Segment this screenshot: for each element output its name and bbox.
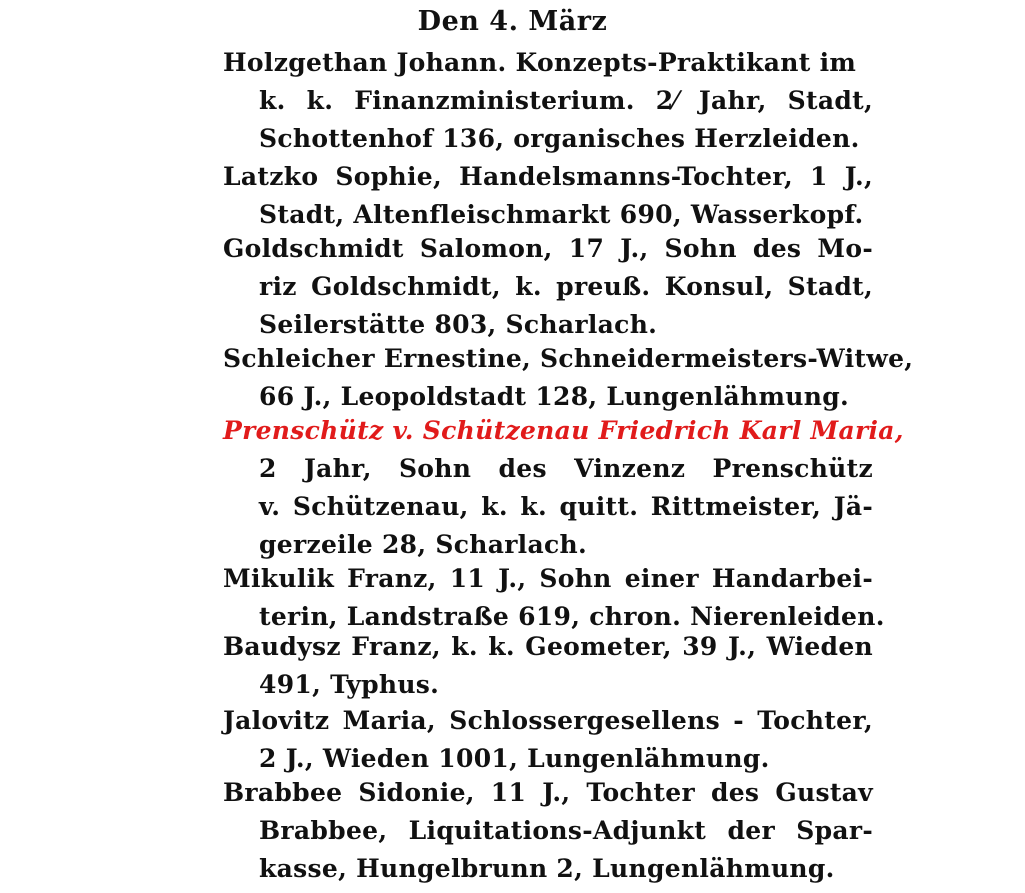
entry-line: Goldschmidt Salomon, 17 J., Sohn des Mo-	[223, 234, 873, 263]
death-notice-entry	[223, 340, 914, 416]
entry-line: v. Schützenau, k. k. quitt. Rittmeister, Jä-	[259, 492, 873, 521]
entry-line: riz Goldschmidt, k. preuß. Konsul, Stadt,	[259, 272, 873, 301]
death-notice-entry	[223, 44, 873, 158]
entry-line: Jalovitz Maria, Schlossergesellens - Tochter,	[223, 706, 873, 735]
death-notice-entry	[223, 702, 873, 778]
entry-line: Brabbee, Liquitations-Adjunkt der Spar-	[259, 816, 873, 845]
entry-line: Schleicher Ernestine, Schneidermeisters-Witwe,	[223, 344, 914, 373]
highlighted-death-notice-entry	[223, 412, 904, 564]
entry-line: Mikulik Franz, 11 J., Sohn einer Handarbei-	[223, 564, 873, 593]
entry-line: kasse, Hungelbrunn 2, Lungenlähmung.	[259, 854, 835, 883]
entry-line: Latzko Sophie, Handelsmanns-Tochter, 1 J.,	[223, 162, 873, 191]
death-notice-entry	[223, 560, 885, 636]
entry-line: 66 J., Leopoldstadt 128, Lungenlähmung.	[259, 382, 849, 411]
entry-line: Schottenhof 136, organisches Herzleiden.	[259, 124, 860, 153]
date-heading: Den 4. März	[417, 6, 608, 37]
entry-line: 2 Jahr, Sohn des Vinzenz Prenschütz	[259, 454, 873, 483]
death-notice-entry	[223, 230, 873, 344]
highlighted-name-line: Prenschütz v. Schützenau Friedrich Karl Maria,	[223, 416, 904, 445]
entry-line: gerzeile 28, Scharlach.	[259, 530, 587, 559]
death-notice-entry	[223, 774, 873, 888]
death-notice-entry	[223, 158, 873, 234]
entry-line: Baudysz Franz, k. k. Geometer, 39 J., Wieden	[223, 632, 873, 661]
entry-line: Seilerstätte 803, Scharlach.	[259, 310, 658, 339]
entry-line: 2 J., Wieden 1001, Lungenlähmung.	[259, 744, 770, 773]
entry-line: 491, Typhus.	[259, 670, 440, 699]
entry-line: Holzgethan Johann. Konzepts-Praktikant im	[223, 48, 857, 77]
death-notice-entry	[223, 628, 873, 704]
entry-line: terin, Landstraße 619, chron. Nierenleiden.	[259, 602, 885, 631]
entry-line: Stadt, Altenfleischmarkt 690, Wasserkopf.	[259, 200, 864, 229]
entry-line: Brabbee Sidonie, 11 J., Tochter des Gustav	[223, 778, 873, 807]
entry-line: k. k. Finanzministerium. 2⁄ Jahr, Stadt,	[259, 86, 873, 115]
